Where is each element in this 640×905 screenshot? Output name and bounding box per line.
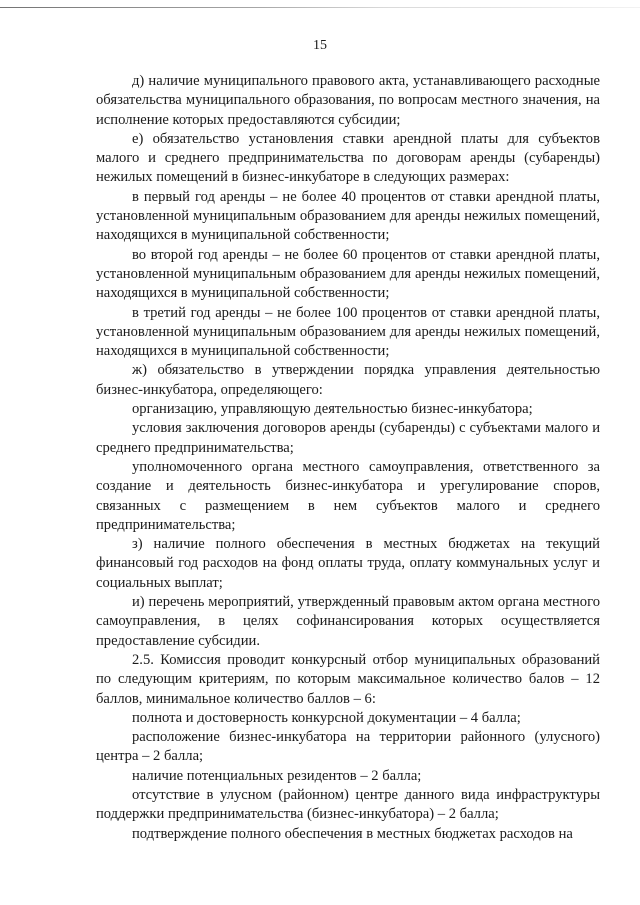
paragraph-second-year-rent: во второй год аренды – не более 60 процентов от ставки арендной платы, установленной муниципальным образованием для аренды нежилых помещений, находящихся в муниципальной собственности; (96, 246, 600, 302)
paragraph-item-z: з) наличие полного обеспечения в местных бюджетах на текущий финансовый год расходов на фонд оплаты труда, оплату коммунальных услуг и социальных выплат; (96, 536, 600, 591)
paragraph-item-e: е) обязательство установления ставки арендной платы для субъектов малого и среднего предпринимательства по договорам аренды (субаренды) нежилых помещений в бизнес-инкубаторе в следующих размерах: (96, 130, 600, 186)
paragraph-item-d: д) наличие муниципального правового акта, устанавливающего расходные обязательства муниципального образования, по вопросам местного значения, на исполнение которых предоставляются субсидии; (96, 73, 600, 128)
paragraph-criterion-location: расположение бизнес-инкубатора на территории районного (улусного) центра – 2 балла; (96, 729, 600, 765)
paragraph-item-i: и) перечень мероприятий, утвержденный правовым актом органа местного самоуправления, в целях софинансирования которых осуществляется предоставление субсидии. (96, 594, 600, 649)
document-body (96, 72, 600, 844)
paragraph-criterion-residents: наличие потенциальных резидентов – 2 балла; (132, 767, 422, 784)
paragraph-criterion-no-infrastructure: отсутствие в улусном (районном) центре данного вида инфраструктуры поддержки предпринимательства (бизнес-инкубатора) – 2 балла; (96, 786, 600, 823)
paragraph-criterion-documentation: полнота и достоверность конкурсной документации – 4 балла; (132, 709, 521, 726)
paragraph-managing-organization: организацию, управляющую деятельностью бизнес-инкубатора; (132, 401, 533, 418)
paragraph-criterion-budget-confirmation: подтверждение полного обеспечения в местных бюджетах расходов на (132, 825, 573, 842)
paragraph-section-2-5: 2.5. Комиссия проводит конкурсный отбор муниципальных образований по следующим критериям, по которым максимальное количество балов – 12 баллов, минимальное количество баллов – 6: (96, 651, 600, 707)
paragraph-first-year-rent: в первый год аренды – не более 40 процентов от ставки арендной платы, установленной муниципальным образованием для аренды нежилых помещений, находящихся в муниципальной собственности; (96, 188, 600, 244)
paragraph-lease-conditions: условия заключения договоров аренды (субаренды) с субъектами малого и среднего предпринимательства; (96, 420, 600, 456)
paragraph-third-year-rent: в третий год аренды – не более 100 процентов от ставки арендной платы, установленной муниципальным образованием для аренды нежилых помещений, находящихся в муниципальной собственности; (96, 304, 600, 360)
page-number: 15 (313, 38, 327, 53)
paragraph-authorized-body: уполномоченного органа местного самоуправления, ответственного за создание и деятельность бизнес-инкубатора и урегулирование споров, связанных с размещением в нем субъектов малого и среднего предпринимательства; (96, 458, 600, 533)
scan-edge-line (0, 7, 640, 8)
paragraph-item-zh: ж) обязательство в утверждении порядка управления деятельностью бизнес-инкубатора, определяющего: (96, 362, 600, 398)
